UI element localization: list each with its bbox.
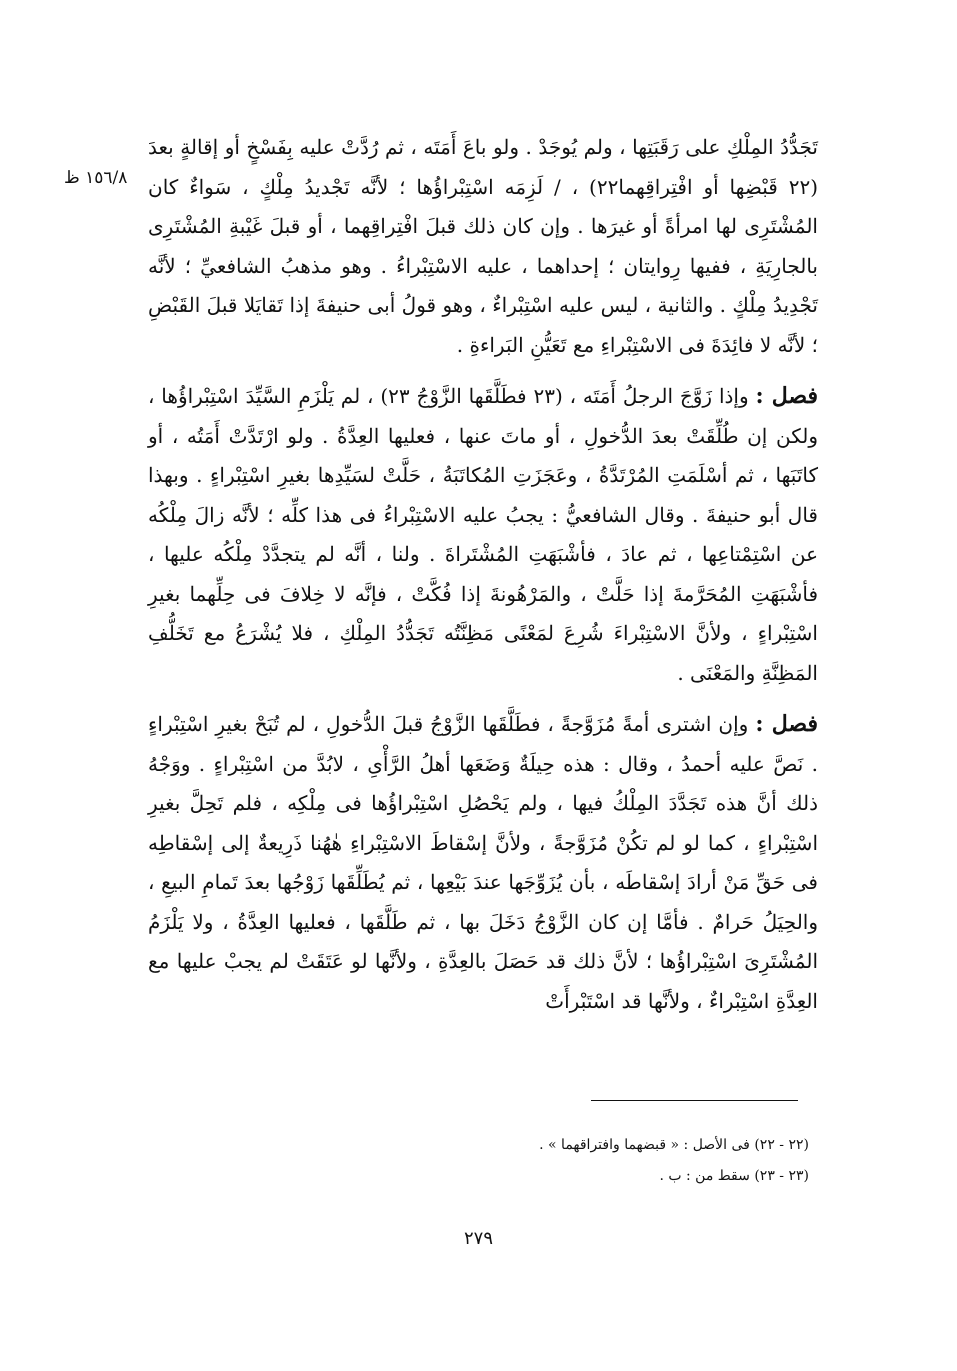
footnote-22: (٢٢ - ٢٢) فى الأصل : « قبضهما وافتراقهما » .	[539, 1137, 809, 1153]
paragraph-3	[148, 705, 818, 1021]
paragraph-2	[148, 377, 818, 693]
paragraph-3-text: وإن اشترى أمةً مُزَوَّجةً ، فطَلَّقَها الزَّوْجُ قبلَ الدُّخولِ ، لم تُبَحْ بغيرِ اسْتِبْراءٍ . نَصَّ عليه أحمدُ ، وقال : هذه حِيلَةٌ وَضَعَها أهلُ الرَّأْىِ ، لابُدَّ من اسْتِبْراءٍ . ووَجْهُ ذلك أنَّ هذه تَجَدَّدَ المِلْكُ فيها ، ولم يَحْصُلِ اسْتِبْراؤُها فى مِلْكِه ، فلم تَحِلَّ بغيرِ اسْتِبْراءٍ ، كما لو لم تكُنْ مُزَوَّجةً ، ولأنَّ إسْقاطَ الاسْتِبْراءِ هٰهُنا ذَرِيعةٌ إلى إسْقاطِه فى حَقِّ مَنْ أرادَ إسْقاطَه ، بأن يُزَوِّجَها عندَ بَيْعِها ، ثم يُطَلِّقَها زَوْجُها بعدَ تَمامِ البيعِ ، والحِيَلُ حَرامٌ . فأمَّا إن كان الزَّوْجُ دَخَلَ بها ، ثم طَلَّقَها ، فعليها العِدَّةُ ، ولا يَلْزَمُ المُشْتَرِىَ اسْتِبْراؤُها ؛ لأنَّ ذلك قد حَصَلَ بالعِدَّةِ ، ولأنَّها لو عَتَقَتْ لم يجبْ عليها مع العِدَّةِ اسْتِبْراءٌ ، ولأنَّها قد اسْتَبْرأَتْ	[148, 712, 818, 1013]
section-heading-fasl: فصل :	[755, 711, 819, 737]
paragraph-1	[148, 128, 818, 365]
footnotes	[309, 1130, 809, 1192]
main-text	[148, 128, 818, 1021]
page-number: ٢٧٩	[463, 1228, 493, 1249]
section-heading-fasl: فصل :	[755, 383, 819, 409]
footnote-separator	[591, 1100, 798, 1101]
paragraph-2-text: وإذا زَوَّجَ الرجلُ أَمَتَه ، (٢٣ فطَلَّقَها الزَّوْجُ ٢٣) ، لم يَلْزَمِ السَّيِّدَ اسْتِبْراؤُها ، ولكن إن طُلِّقَتْ بعدَ الدُّخولِ ، أو ماتَ عنها ، فعليها العِدَّةُ . ولو ارْتَدَّتْ أَمَتُه ، أو كاتَبَها ، ثم أسْلَمَتِ المُرْتَدَّةُ ، وعَجَزَتِ المُكاتَبَةُ ، حَلَّتْ لسَيِّدِها بغيرِ اسْتِبْراءٍ . وبهذا قال أبو حنيفةَ . وقال الشافعيُّ : يجبُ عليه الاسْتِبْراءُ فى هذا كلِّه ؛ لأنَّه زالَ مِلْكُه عن اسْتِمْتاعِها ، ثم عادَ ، فأشْبَهَتِ المُشْتَراةَ . ولنا ، أنَّه لم يتجدَّدْ مِلْكُه عليها ، فأشْبَهَتِ المُحَرَّمةَ إذا حَلَّتْ ، والمَرْهُونةَ إذا فُكَّتْ ، فإنَّه لا خِلافَ فى حِلِّهما بغيرِ اسْتِبْراءٍ ، ولأنَّ الاسْتِبْراءَ شُرِعَ لمَعْنًى مَظِنَّتُه تَجَدُّدُ المِلْكِ ، فلا يُشْرَعُ مع تَخَلُّفِ المَظِنَّةِ والمَعْنَى .	[148, 384, 818, 685]
footnote-23: (٢٣ - ٢٣) سقط من : ب .	[659, 1168, 809, 1184]
margin-folio-marker: ١٥٦/٨ ظ	[64, 168, 128, 188]
paragraph-1-text: تَجَدُّدُ المِلْكِ على رَقَبَتِها ، ولم يُوجَدْ . ولو باعَ أَمَتَه ، ثم رُدَّتْ عليه بِفَسْخٍ أو إقالةٍ بعدَ (٢٢ قَبْضِها أو افْتِراقِهما٢٢) ، / لَزِمَه اسْتِبْراؤُها ؛ لأنَّه تَجْديدُ مِلْكٍ ، سَواءٌ كان المُشْتَرِى لها امرأةً أو غيرَها . وإن كان ذلك قبلَ افْتِراقِهما ، أو قبلَ غَيْبةِ المُشْتَرِى بالجارِيَةِ ، ففيها رِوايتان ؛ إحداهما ، عليه الاسْتِبْراءُ . وهو مذهبُ الشافعيِّ ؛ لأنَّه تَجْدِيدُ مِلْكٍ . والثانية ، ليس عليه اسْتِبْراءٌ ، وهو قولُ أبى حنيفةَ إذا تَقايَلا قبلَ القَبْضِ ؛ لأنَّه لا فائِدَةَ فى الاسْتِبْراءِ مع تَعَيُّنِ البَراءةِ .	[148, 135, 819, 357]
